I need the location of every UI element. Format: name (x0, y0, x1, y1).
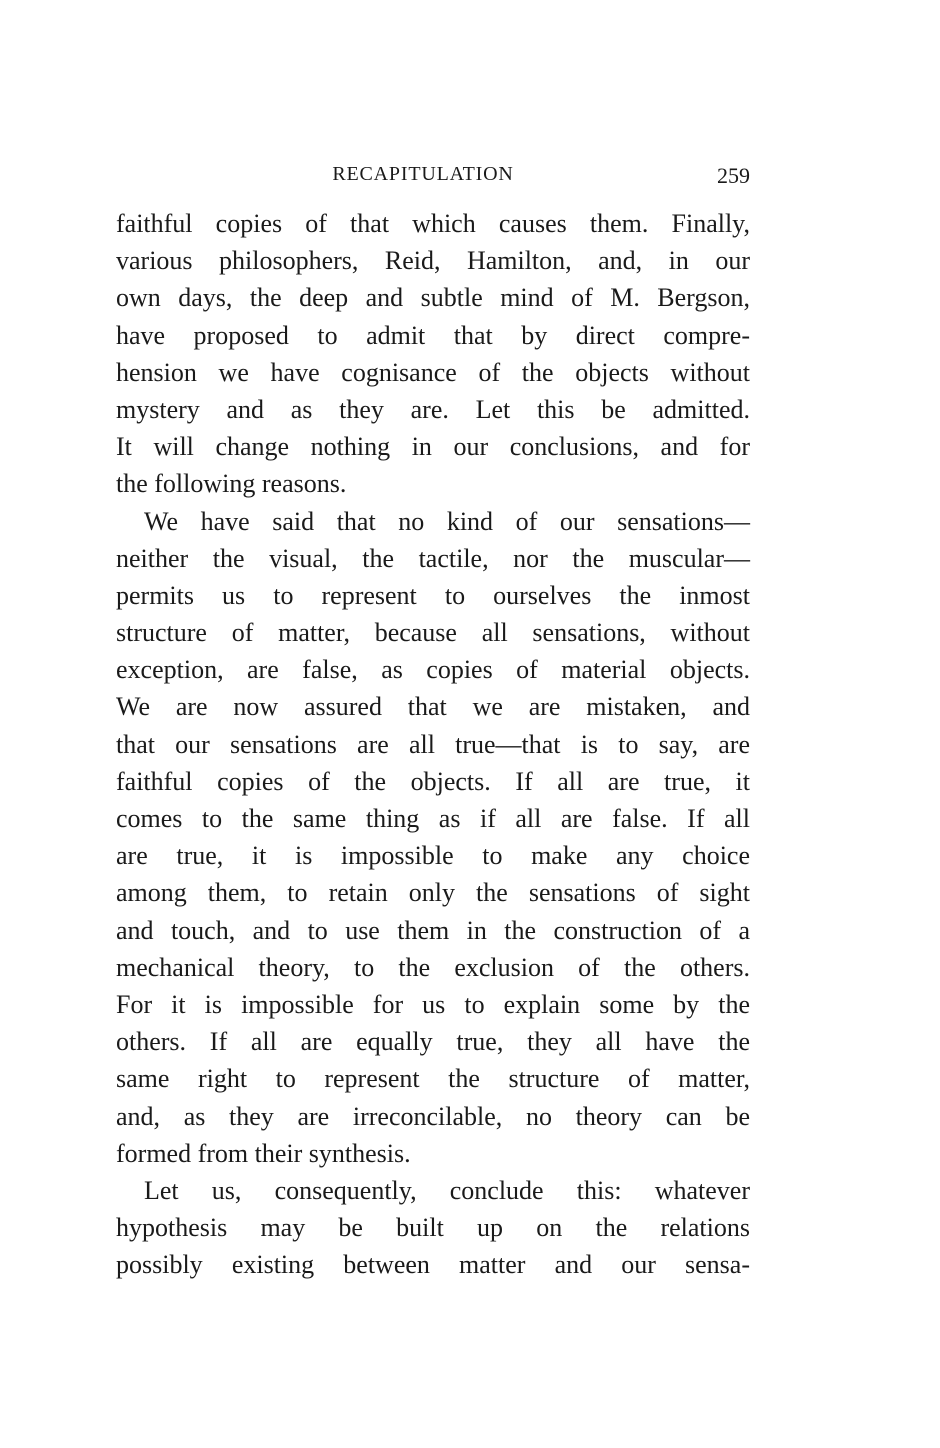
text-line: and touch, and to use them in the construction of a (116, 915, 750, 945)
text-line: among them, to retain only the sensations of sight (116, 878, 750, 908)
running-head (116, 160, 750, 190)
running-title: RECAPITULATION (332, 163, 514, 185)
text-line: Let us, consequently, conclude this: whatever (144, 1175, 750, 1205)
text-line: structure of matter, because all sensations, without (116, 618, 750, 648)
text-line: same right to represent the structure of matter, (116, 1064, 750, 1094)
text-line: and, as they are irreconcilable, no theory can be (116, 1101, 750, 1131)
text-line: mystery and as they are. Let this be admitted. (116, 394, 750, 424)
text-line: faithful copies of the objects. If all are true, it (116, 766, 750, 796)
text-line: For it is impossible for us to explain some by the (116, 989, 750, 1019)
text-line: We have said that no kind of our sensations— (144, 506, 750, 536)
text-line: others. If all are equally true, they all have the (116, 1027, 750, 1057)
text-line: formed from their synthesis. (116, 1138, 411, 1168)
page-number: 259 (717, 163, 750, 188)
paragraph-3 (116, 1172, 750, 1284)
text-line: the following reasons. (116, 469, 347, 499)
text-line: We are now assured that we are mistaken, and (116, 692, 750, 722)
text-line: various philosophers, Reid, Hamilton, and, in our (116, 246, 750, 276)
text-line: have proposed to admit that by direct compre- (116, 320, 750, 350)
text-line: hypothesis may be built up on the relations (116, 1213, 750, 1243)
text-line: exception, are false, as copies of material objects. (116, 655, 750, 685)
text-line: mechanical theory, to the exclusion of the others. (116, 952, 750, 982)
text-line: permits us to represent to ourselves the inmost (116, 580, 750, 610)
text-line: It will change nothing in our conclusions, and for (116, 432, 750, 462)
text-line: comes to the same thing as if all are false. If all (116, 804, 750, 833)
text-line: that our sensations are all true—that is to say, are (116, 729, 750, 759)
text-line: are true, it is impossible to make any choice (116, 841, 750, 871)
text-line: hension we have cognisance of the objects without (116, 357, 750, 387)
body-text (116, 205, 750, 1283)
paragraph-1 (116, 205, 750, 503)
paragraph-2 (116, 503, 750, 1172)
text-line: possibly existing between matter and our sensa- (116, 1250, 750, 1280)
text-line: faithful copies of that which causes them. Finally, (116, 209, 750, 238)
text-line: own days, the deep and subtle mind of M. Bergson, (116, 283, 750, 313)
text-line: neither the visual, the tactile, nor the muscular— (116, 543, 750, 573)
